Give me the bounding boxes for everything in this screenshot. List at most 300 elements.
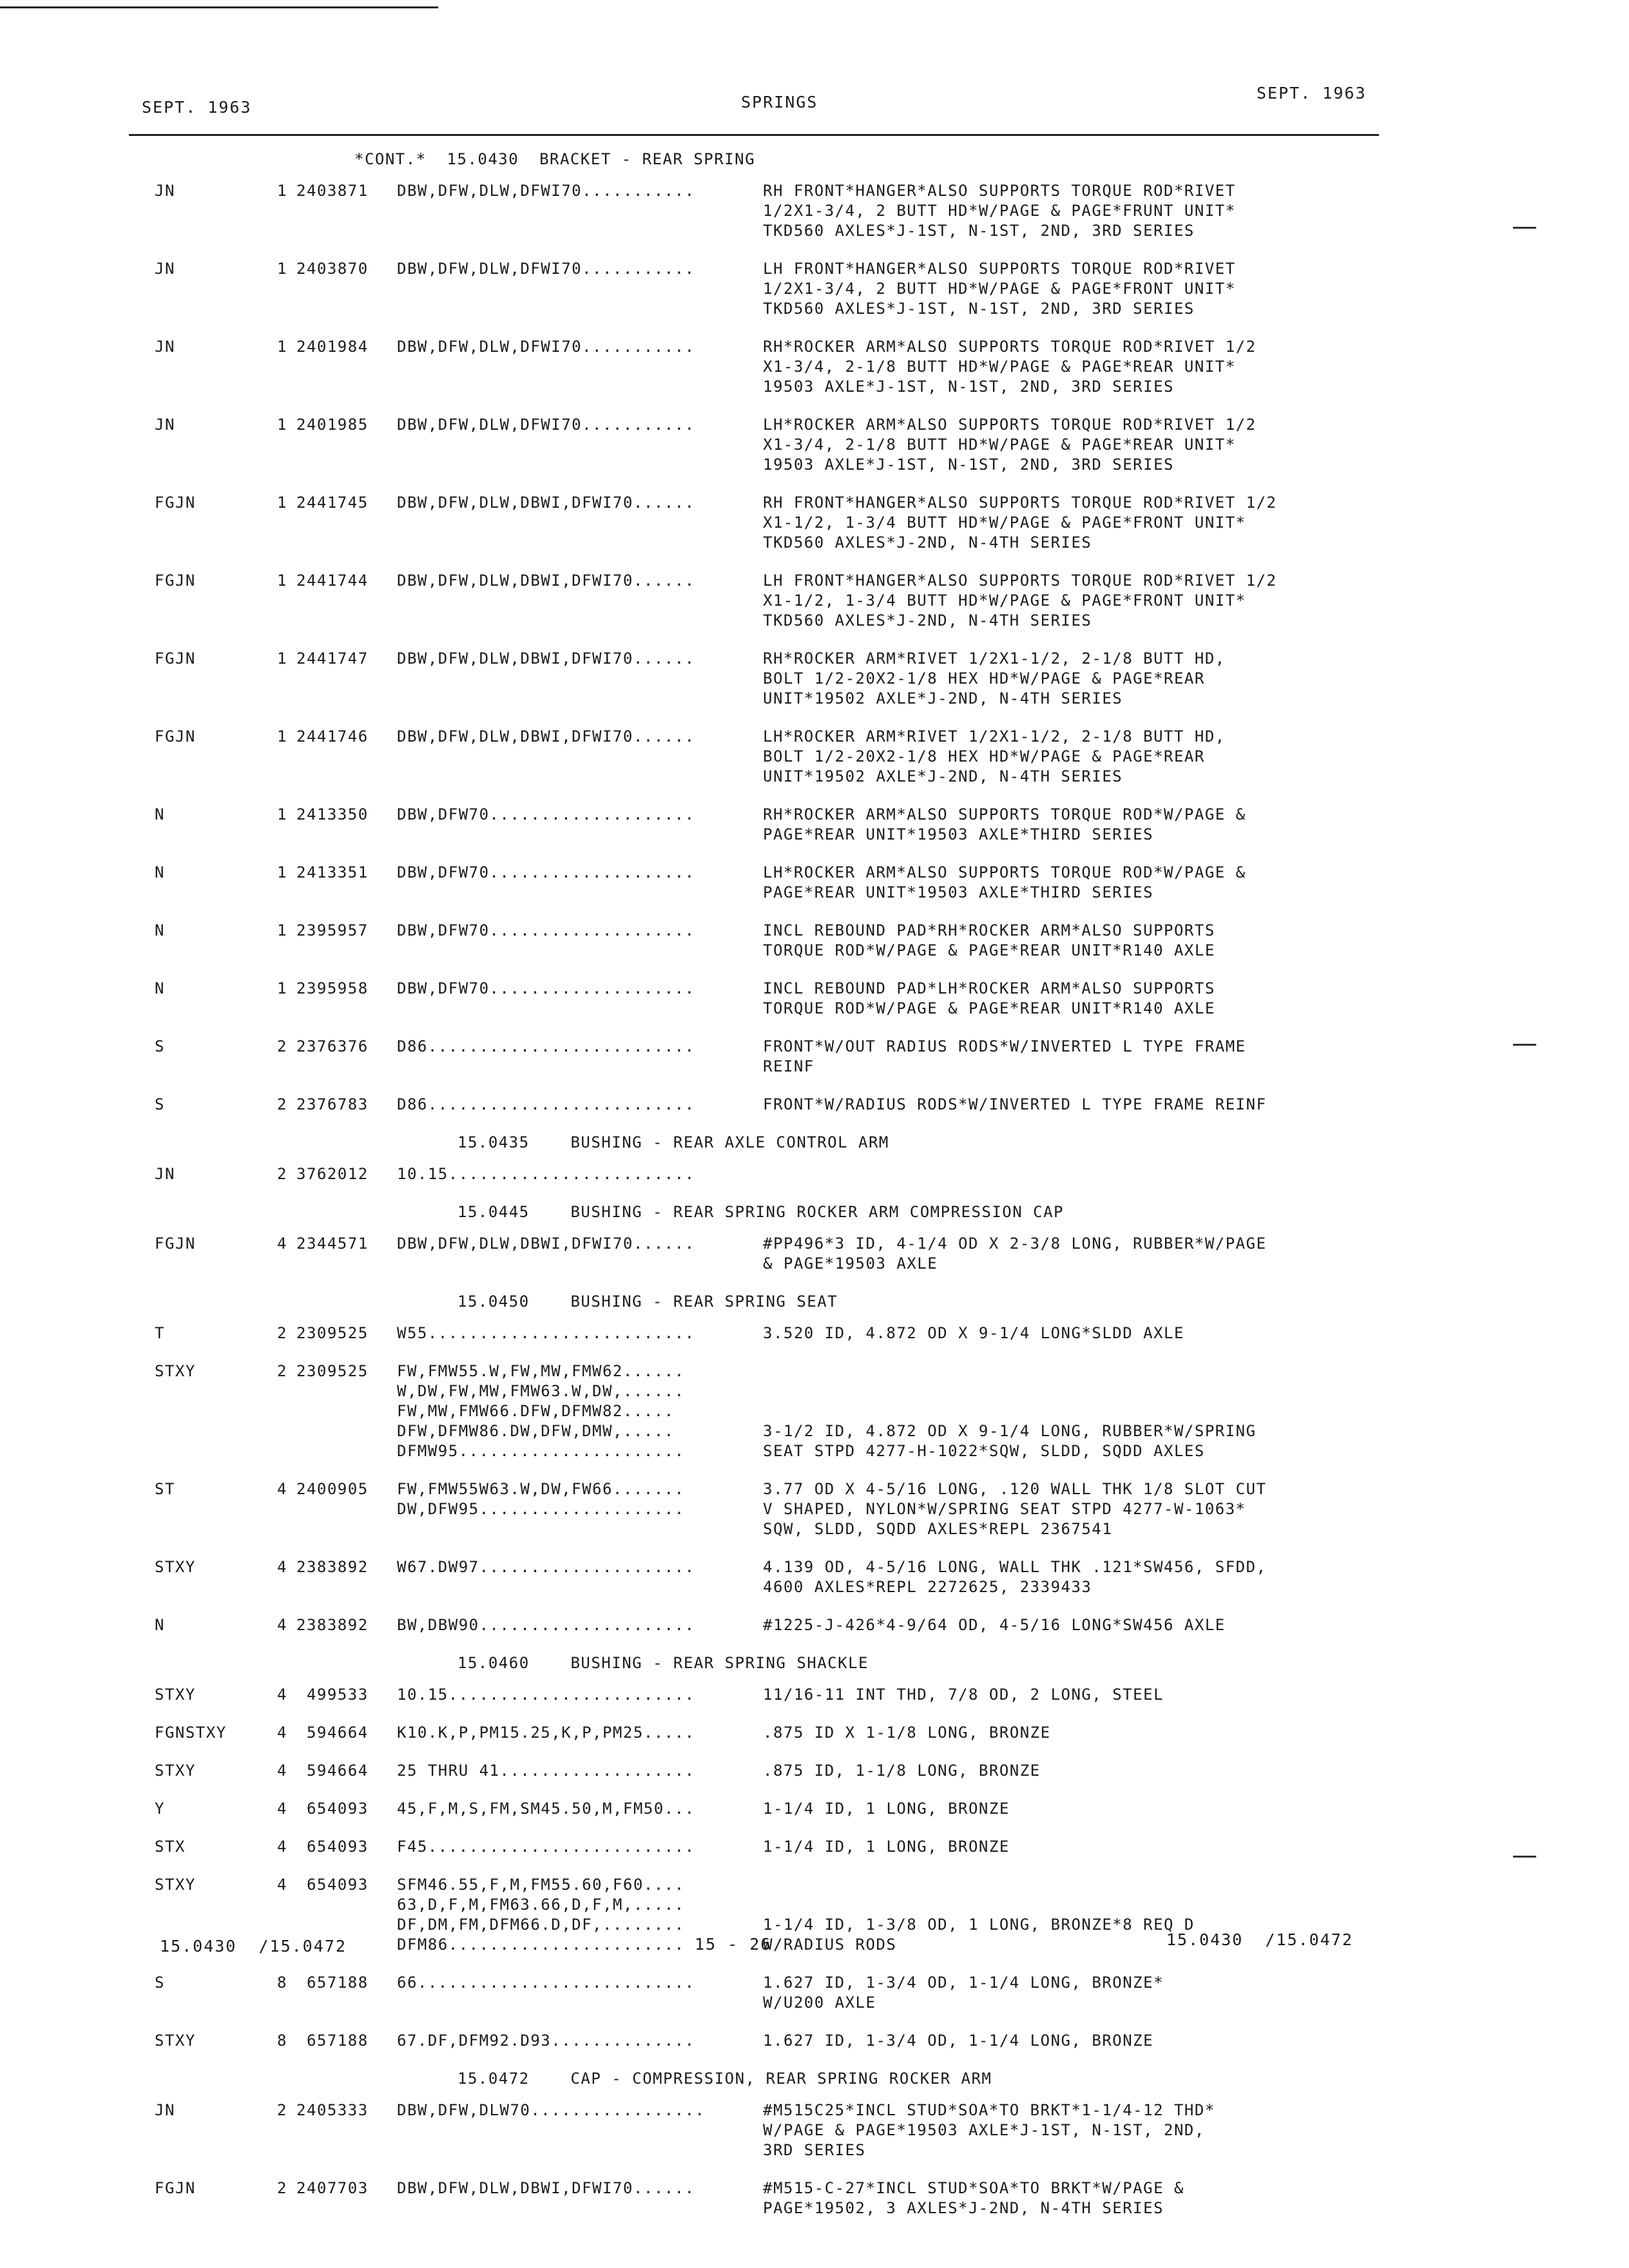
spacer: [155, 709, 1398, 727]
applicable-models: D86..........................: [397, 1095, 695, 1113]
parts-entry: [155, 259, 1398, 319]
entry-line: [155, 727, 1398, 747]
model-code: FGJN: [155, 727, 196, 745]
quantity: 2: [277, 2101, 287, 2119]
part-description: #M515-C-27*INCL STUD*SOA*TO BRKT*W/PAGE &: [763, 2179, 1184, 2197]
part-number: 2401984: [296, 338, 369, 356]
section-heading-text: 15.0445 BUSHING - REAR SPRING ROCKER ARM COMPRESSION CAP: [458, 1203, 1065, 1221]
part-number: 2344571: [296, 1235, 369, 1253]
entry-line: [155, 649, 1398, 669]
parts-entry: [155, 1799, 1398, 1819]
entry-line: [155, 1973, 1398, 1993]
header-right-date: SEPT. 1963: [1257, 84, 1367, 102]
entry-line: [155, 1875, 1398, 1895]
parts-entry: [155, 337, 1398, 397]
entry-line: [155, 1095, 1398, 1115]
quantity: 2: [277, 1324, 287, 1342]
quantity: 4: [277, 1762, 287, 1780]
parts-entry: [155, 805, 1398, 845]
part-number: 2441745: [296, 494, 369, 512]
part-number: 657188: [296, 2032, 369, 2050]
part-number: 2407703: [296, 2179, 369, 2197]
parts-entry: [155, 2100, 1398, 2160]
part-description: BOLT 1/2-20X2-1/8 HEX HD*W/PAGE & PAGE*REAR: [763, 747, 1205, 765]
applicable-models: DW,DFW95....................: [397, 1500, 685, 1518]
spacer: [155, 1222, 1398, 1234]
model-code: JN: [155, 338, 175, 356]
parts-list: [155, 149, 1398, 2236]
section-heading: [155, 149, 1398, 169]
part-description: #PP496*3 ID, 4-1/4 OD X 2-3/8 LONG, RUBBER*W/PAGE: [763, 1235, 1267, 1253]
entry-line: [155, 591, 1398, 611]
entry-line: [155, 2100, 1398, 2120]
applicable-models: W,DW,FW,MW,FMW63.W,DW,......: [397, 1382, 685, 1400]
applicable-models: DF,DM,FM,DFM66.D,DF,........: [397, 1916, 685, 1934]
model-code: JN: [155, 416, 175, 434]
entry-line: [155, 1577, 1398, 1597]
entry-line: [155, 1723, 1398, 1743]
applicable-models: DBW,DFW,DLW70.................: [397, 2101, 706, 2119]
header-left-date: SEPT. 1963: [142, 98, 252, 117]
applicable-models: DFW,DFMW86.DW,DFW,DMW,.....: [397, 1422, 675, 1440]
section-heading-text: *CONT.* 15.0430 BRACKET - REAR SPRING: [354, 150, 756, 168]
model-code: FGNSTXY: [155, 1724, 227, 1742]
applicable-models: DBW,DFW70....................: [397, 921, 695, 939]
header-title: SPRINGS: [741, 93, 818, 111]
model-code: N: [155, 863, 165, 881]
applicable-models: SFM46.55,F,M,FM55.60,F60....: [397, 1876, 685, 1894]
entry-line: [155, 825, 1398, 845]
quantity: 1: [277, 921, 287, 939]
model-code: S: [155, 1037, 165, 1055]
quantity: 2: [277, 1095, 287, 1113]
quantity: 1: [277, 494, 287, 512]
applicable-models: FW,FMW55W63.W,DW,FW66.......: [397, 1480, 685, 1498]
model-code: N: [155, 805, 165, 823]
entry-line: [155, 941, 1398, 961]
spacer: [155, 2051, 1398, 2069]
model-code: JN: [155, 182, 175, 200]
entry-line: [155, 979, 1398, 999]
part-description: X1-3/4, 2-1/8 BUTT HD*W/PAGE & PAGE*REAR UNIT*: [763, 436, 1236, 454]
part-number: 499533: [296, 1686, 369, 1704]
entry-line: [155, 2178, 1398, 2198]
quantity: 4: [277, 1616, 287, 1634]
spacer: [155, 1461, 1398, 1479]
part-description: 3.77 OD X 4-5/16 LONG, .120 WALL THK 1/8 SLOT CUT: [763, 1480, 1267, 1498]
entry-line: [155, 1164, 1398, 1184]
footer-right: 15.0430 /15.0472: [1166, 1930, 1353, 1949]
model-code: N: [155, 921, 165, 939]
part-number: 2383892: [296, 1558, 369, 1576]
part-description: TKD560 AXLES*J-1ST, N-1ST, 2ND, 3RD SERIES: [763, 222, 1195, 240]
part-number: 2405333: [296, 2101, 369, 2119]
entry-line: [155, 1254, 1398, 1274]
entry-line: [155, 805, 1398, 825]
part-description: LH*ROCKER ARM*ALSO SUPPORTS TORQUE ROD*W/PAGE &: [763, 863, 1246, 881]
applicable-models: DBW,DFW,DLW,DFWI70...........: [397, 182, 695, 200]
part-number: 594664: [296, 1724, 369, 1742]
applicable-models: DBW,DFW,DLW,DFWI70...........: [397, 416, 695, 434]
entry-line: [155, 1761, 1398, 1781]
section-heading: [155, 1202, 1398, 1222]
model-code: ST: [155, 1480, 175, 1498]
part-number: 2441747: [296, 649, 369, 668]
part-description: 4.139 OD, 4-5/16 LONG, WALL THK .121*SW456, SFDD,: [763, 1558, 1267, 1576]
model-code: N: [155, 1616, 165, 1634]
applicable-models: DBW,DFW70....................: [397, 979, 695, 997]
part-description: BOLT 1/2-20X2-1/8 HEX HD*W/PAGE & PAGE*REAR: [763, 669, 1205, 687]
quantity: 4: [277, 1838, 287, 1856]
entry-line: [155, 1499, 1398, 1519]
part-description: 1-1/4 ID, 1 LONG, BRONZE: [763, 1838, 1010, 1856]
entry-line: [155, 1557, 1398, 1577]
part-number: 2376783: [296, 1095, 369, 1113]
quantity: 1: [277, 338, 287, 356]
spacer: [155, 2089, 1398, 2100]
spacer: [155, 169, 1398, 181]
parts-entry: [155, 415, 1398, 475]
applicable-models: 25 THRU 41...................: [397, 1762, 695, 1780]
part-description: 3RD SERIES: [763, 2141, 866, 2159]
model-code: STXY: [155, 1686, 196, 1704]
part-description: #1225-J-426*4-9/64 OD, 4-5/16 LONG*SW456 AXLE: [763, 1616, 1226, 1634]
part-description: 1/2X1-3/4, 2 BUTT HD*W/PAGE & PAGE*FRUNT UNIT*: [763, 202, 1236, 220]
spacer: [155, 1343, 1398, 1361]
applicable-models: DFMW95......................: [397, 1442, 685, 1460]
parts-entry: [155, 1973, 1398, 2013]
entry-line: [155, 689, 1398, 709]
spacer: [155, 1312, 1398, 1323]
model-code: STX: [155, 1838, 186, 1856]
entry-line: [155, 221, 1398, 241]
entry-line: [155, 299, 1398, 319]
parts-entry: [155, 1361, 1398, 1461]
applicable-models: DBW,DFW,DLW,DBWI,DFWI70......: [397, 494, 695, 512]
entry-line: [155, 1519, 1398, 1539]
spacer: [155, 1539, 1398, 1557]
section-heading: [155, 1653, 1398, 1673]
part-description: TKD560 AXLES*J-1ST, N-1ST, 2ND, 3RD SERIES: [763, 300, 1195, 318]
quantity: 4: [277, 1686, 287, 1704]
section-heading-text: 15.0450 BUSHING - REAR SPRING SEAT: [458, 1293, 838, 1311]
part-description: 1-1/4 ID, 1 LONG, BRONZE: [763, 1800, 1010, 1818]
applicable-models: F45..........................: [397, 1838, 695, 1856]
quantity: 1: [277, 805, 287, 823]
spacer: [155, 1019, 1398, 1037]
entry-line: [155, 1381, 1398, 1401]
part-number: 654093: [296, 1876, 369, 1894]
model-code: FGJN: [155, 572, 196, 590]
header-rule: [129, 134, 1379, 136]
applicable-models: DBW,DFW,DLW,DBWI,DFWI70......: [397, 649, 695, 668]
parts-entry: [155, 2178, 1398, 2218]
entry-line: [155, 533, 1398, 553]
parts-entry: [155, 1037, 1398, 1077]
spacer: [155, 2160, 1398, 2178]
spacer: [155, 553, 1398, 571]
model-code: S: [155, 1974, 165, 1992]
part-number: 2376376: [296, 1037, 369, 1055]
part-description: SQW, SLDD, SQDD AXLES*REPL 2367541: [763, 1520, 1113, 1538]
entry-line: [155, 2140, 1398, 2160]
spacer: [155, 1115, 1398, 1133]
model-code: STXY: [155, 1876, 196, 1894]
spacer: [155, 1705, 1398, 1723]
part-description: 3.520 ID, 4.872 OD X 9-1/4 LONG*SLDD AXLE: [763, 1324, 1184, 1342]
spacer: [155, 1153, 1398, 1164]
footer-left: 15.0430 /15.0472: [160, 1937, 347, 1956]
model-code: S: [155, 1095, 165, 1113]
entry-line: [155, 1837, 1398, 1857]
entry-line: [155, 1421, 1398, 1441]
part-description: 11/16-11 INT THD, 7/8 OD, 2 LONG, STEEL: [763, 1686, 1164, 1704]
parts-entry: [155, 921, 1398, 961]
quantity: 4: [277, 1480, 287, 1498]
parts-entry: [155, 1723, 1398, 1743]
entry-line: [155, 863, 1398, 883]
parts-entry: [155, 2031, 1398, 2051]
spacer: [155, 475, 1398, 493]
entry-line: [155, 1441, 1398, 1461]
part-number: 654093: [296, 1800, 369, 1818]
part-description: 1.627 ID, 1-3/4 OD, 1-1/4 LONG, BRONZE*: [763, 1974, 1164, 1992]
part-number: 594664: [296, 1762, 369, 1780]
applicable-models: 66...........................: [397, 1974, 695, 1992]
part-description: .875 ID, 1-1/8 LONG, BRONZE: [763, 1762, 1041, 1780]
applicable-models: 63,D,F,M,FM63.66,D,F,M,.....: [397, 1896, 685, 1914]
spacer: [155, 787, 1398, 805]
model-code: FGJN: [155, 2179, 196, 2197]
section-heading: [155, 2069, 1398, 2089]
part-description: FRONT*W/OUT RADIUS RODS*W/INVERTED L TYPE FRAME: [763, 1037, 1246, 1055]
entry-line: [155, 377, 1398, 397]
entry-line: [155, 181, 1398, 201]
part-description: LH FRONT*HANGER*ALSO SUPPORTS TORQUE ROD*RIVET 1/2: [763, 572, 1277, 590]
parts-entry: [155, 863, 1398, 903]
applicable-models: 45,F,M,S,FM,SM45.50,M,FM50...: [397, 1800, 695, 1818]
part-description: & PAGE*19503 AXLE: [763, 1254, 938, 1273]
parts-entry: [155, 1837, 1398, 1857]
applicable-models: 10.15........................: [397, 1686, 695, 1704]
model-code: JN: [155, 260, 175, 278]
entry-line: [155, 2120, 1398, 2140]
applicable-models: DBW,DFW,DLW,DFWI70...........: [397, 260, 695, 278]
part-number: 2401985: [296, 416, 369, 434]
part-description: W/U200 AXLE: [763, 1994, 876, 2012]
parts-entry: [155, 1557, 1398, 1597]
quantity: 1: [277, 649, 287, 668]
part-description: 19503 AXLE*J-1ST, N-1ST, 2ND, 3RD SERIES: [763, 456, 1174, 474]
entry-line: [155, 1479, 1398, 1499]
model-code: FGJN: [155, 649, 196, 668]
entry-line: [155, 415, 1398, 435]
entry-line: [155, 2031, 1398, 2051]
applicable-models: DBW,DFW,DLW,DBWI,DFWI70......: [397, 1235, 695, 1253]
quantity: 1: [277, 416, 287, 434]
part-description: PAGE*19502, 3 AXLES*J-2ND, N-4TH SERIES: [763, 2199, 1164, 2217]
applicable-models: DBW,DFW70....................: [397, 805, 695, 823]
section-heading-text: 15.0435 BUSHING - REAR AXLE CONTROL ARM: [458, 1133, 889, 1151]
part-description: PAGE*REAR UNIT*19503 AXLE*THIRD SERIES: [763, 883, 1154, 901]
quantity: 2: [277, 1165, 287, 1183]
model-code: T: [155, 1324, 165, 1342]
spacer: [155, 319, 1398, 337]
parts-entry: [155, 727, 1398, 787]
applicable-models: 10.15........................: [397, 1165, 695, 1183]
applicable-models: W55..........................: [397, 1324, 695, 1342]
part-description: 1-1/4 ID, 1-3/8 OD, 1 LONG, BRONZE*8 REQ D: [763, 1916, 1195, 1934]
quantity: 4: [277, 1558, 287, 1576]
spacer: [155, 241, 1398, 259]
entry-line: [155, 435, 1398, 455]
applicable-models: BW,DBW90.....................: [397, 1616, 695, 1634]
parts-entry: [155, 181, 1398, 241]
part-number: 2309525: [296, 1324, 369, 1342]
entry-line: [155, 747, 1398, 767]
quantity: 8: [277, 1974, 287, 1992]
part-description: RH*ROCKER ARM*ALSO SUPPORTS TORQUE ROD*RIVET 1/2: [763, 338, 1257, 356]
quantity: 8: [277, 2032, 287, 2050]
parts-entry: [155, 493, 1398, 553]
part-description: RH FRONT*HANGER*ALSO SUPPORTS TORQUE ROD*RIVET: [763, 182, 1236, 200]
quantity: 1: [277, 182, 287, 200]
part-description: X1-1/2, 1-3/4 BUTT HD*W/PAGE & PAGE*FRONT UNIT*: [763, 591, 1246, 610]
part-description: TORQUE ROD*W/PAGE & PAGE*REAR UNIT*R140 AXLE: [763, 941, 1215, 959]
entry-line: [155, 1615, 1398, 1635]
spacer: [155, 1781, 1398, 1799]
entry-line: [155, 1234, 1398, 1254]
part-description: TKD560 AXLES*J-2ND, N-4TH SERIES: [763, 611, 1092, 629]
part-number: 2400905: [296, 1480, 369, 1498]
quantity: 4: [277, 1235, 287, 1253]
part-description: 1/2X1-3/4, 2 BUTT HD*W/PAGE & PAGE*FRONT UNIT*: [763, 280, 1236, 298]
section-heading-text: 15.0472 CAP - COMPRESSION, REAR SPRING ROCKER ARM: [458, 2070, 992, 2088]
applicable-models: DBW,DFW,DLW,DBWI,DFWI70......: [397, 572, 695, 590]
entry-line: [155, 767, 1398, 787]
spacer: [155, 397, 1398, 415]
model-code: STXY: [155, 1362, 196, 1380]
parts-entry: [155, 1761, 1398, 1781]
entry-line: [155, 201, 1398, 221]
quantity: 1: [277, 260, 287, 278]
part-number: 2395958: [296, 979, 369, 997]
spacer: [155, 1077, 1398, 1095]
quantity: 4: [277, 1876, 287, 1894]
entry-line: [155, 571, 1398, 591]
model-code: FGJN: [155, 1235, 196, 1253]
parts-entry: [155, 1095, 1398, 1115]
part-description: RH FRONT*HANGER*ALSO SUPPORTS TORQUE ROD*RIVET 1/2: [763, 494, 1277, 512]
parts-entry: [155, 649, 1398, 709]
model-code: FGJN: [155, 494, 196, 512]
entry-line: [155, 513, 1398, 533]
parts-entry: [155, 979, 1398, 1019]
part-description: LH FRONT*HANGER*ALSO SUPPORTS TORQUE ROD*RIVET: [763, 260, 1236, 278]
quantity: 4: [277, 1724, 287, 1742]
spacer: [155, 903, 1398, 921]
entry-line: [155, 1993, 1398, 2013]
spacer: [155, 1597, 1398, 1615]
part-description: W/RADIUS RODS: [763, 1936, 897, 1954]
spacer: [155, 845, 1398, 863]
entry-line: [155, 1895, 1398, 1915]
entry-line: [155, 883, 1398, 903]
quantity: 2: [277, 2179, 287, 2197]
quantity: 1: [277, 572, 287, 590]
spacer: [155, 1274, 1398, 1292]
part-description: X1-3/4, 2-1/8 BUTT HD*W/PAGE & PAGE*REAR UNIT*: [763, 358, 1236, 376]
spacer: [155, 1743, 1398, 1761]
parts-entry: [155, 1685, 1398, 1705]
part-number: 2309525: [296, 1362, 369, 1380]
parts-entry: [155, 571, 1398, 631]
part-description: REINF: [763, 1057, 815, 1075]
footer-page-number: 15 - 26: [695, 1935, 772, 1954]
part-description: LH*ROCKER ARM*ALSO SUPPORTS TORQUE ROD*RIVET 1/2: [763, 416, 1257, 434]
model-code: Y: [155, 1800, 165, 1818]
quantity: 1: [277, 863, 287, 881]
entry-line: [155, 921, 1398, 941]
part-description: V SHAPED, NYLON*W/SPRING SEAT STPD 4277-W-1063*: [763, 1500, 1246, 1518]
entry-line: [155, 1799, 1398, 1819]
part-number: 657188: [296, 1974, 369, 1992]
part-description: PAGE*REAR UNIT*19503 AXLE*THIRD SERIES: [763, 825, 1154, 843]
part-description: #M515C25*INCL STUD*SOA*TO BRKT*1-1/4-12 THD*: [763, 2101, 1215, 2119]
model-code: N: [155, 979, 165, 997]
parts-entry: [155, 1479, 1398, 1539]
model-code: STXY: [155, 1558, 196, 1576]
model-code: STXY: [155, 1762, 196, 1780]
entry-line: [155, 1685, 1398, 1705]
applicable-models: D86..........................: [397, 1037, 695, 1055]
entry-line: [155, 357, 1398, 377]
margin-mark: [1513, 1856, 1536, 1858]
part-description: SEAT STPD 4277-H-1022*SQW, SLDD, SQDD AXLES: [763, 1442, 1205, 1460]
applicable-models: DBW,DFW70....................: [397, 863, 695, 881]
part-number: 2403870: [296, 260, 369, 278]
margin-mark: [1513, 1044, 1536, 1046]
section-heading-text: 15.0460 BUSHING - REAR SPRING SHACKLE: [458, 1654, 869, 1672]
part-description: FRONT*W/RADIUS RODS*W/INVERTED L TYPE FRAME REINF: [763, 1095, 1267, 1113]
spacer: [155, 961, 1398, 979]
entry-line: [155, 337, 1398, 357]
entry-line: [155, 2198, 1398, 2218]
section-heading: [155, 1133, 1398, 1153]
part-description: RH*ROCKER ARM*ALSO SUPPORTS TORQUE ROD*W/PAGE &: [763, 805, 1246, 823]
part-description: INCL REBOUND PAD*RH*ROCKER ARM*ALSO SUPPORTS: [763, 921, 1215, 939]
applicable-models: FW,MW,FMW66.DFW,DFMW82.....: [397, 1402, 675, 1420]
margin-mark: [1513, 227, 1536, 229]
applicable-models: DBW,DFW,DLW,DBWI,DFWI70......: [397, 727, 695, 745]
entry-line: [155, 611, 1398, 631]
quantity: 4: [277, 1800, 287, 1818]
part-description: W/PAGE & PAGE*19503 AXLE*J-1ST, N-1ST, 2ND,: [763, 2121, 1205, 2139]
spacer: [155, 631, 1398, 649]
spacer: [155, 2013, 1398, 2031]
quantity: 1: [277, 979, 287, 997]
quantity: 2: [277, 1362, 287, 1380]
spacer: [155, 1819, 1398, 1837]
entry-line: [155, 669, 1398, 689]
parts-entry: [155, 1234, 1398, 1274]
part-description: RH*ROCKER ARM*RIVET 1/2X1-1/2, 2-1/8 BUTT HD,: [763, 649, 1226, 668]
part-number: 3762012: [296, 1165, 369, 1183]
entry-line: [155, 1057, 1398, 1077]
applicable-models: DBW,DFW,DLW,DBWI,DFWI70......: [397, 2179, 695, 2197]
part-number: 2403871: [296, 182, 369, 200]
part-number: 2441746: [296, 727, 369, 745]
